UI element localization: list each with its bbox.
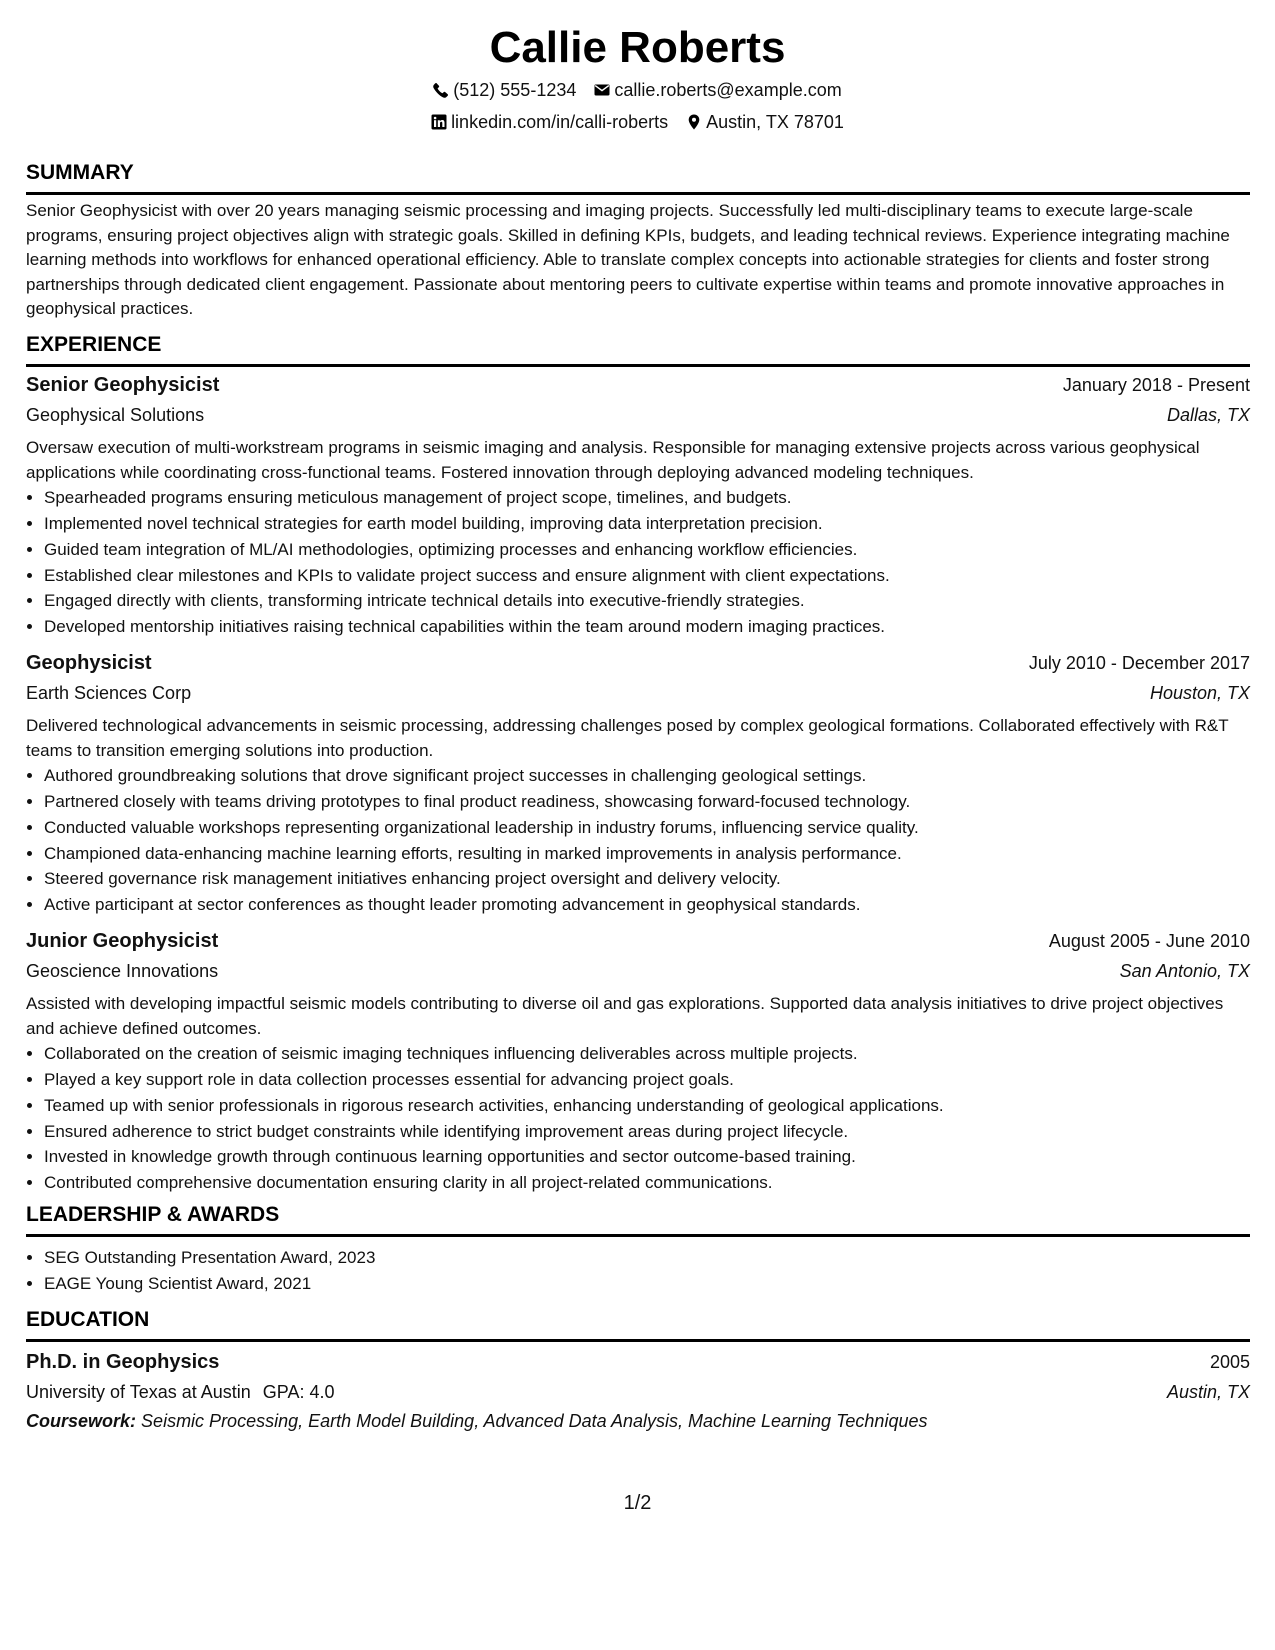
section-divider [26, 1339, 1250, 1342]
institution-location: Austin, TX [1166, 1382, 1250, 1402]
job-title: Junior Geophysicist [26, 929, 219, 952]
coursework-line [26, 1407, 1250, 1435]
envelope-icon [594, 82, 610, 98]
job-company-row [26, 956, 1250, 986]
contact-row-2 [0, 110, 1275, 134]
list-item: • Played a key support role in data collection processes essential for advancing project goals. [44, 1067, 1250, 1093]
list-item: • Spearheaded programs ensuring meticulous management of project scope, timelines, and budgets. [44, 485, 1250, 511]
summary-section [26, 160, 1250, 322]
job-company-row [26, 400, 1250, 430]
contact-location [686, 110, 844, 134]
job-dates: July 2010 - December 2017 [1028, 652, 1250, 673]
list-item: • Implemented novel technical strategies for earth model building, improving data interpretation precision. [44, 511, 1250, 537]
phone-text: (512) 555-1234 [453, 80, 577, 100]
list-item: • Established clear milestones and KPIs to validate project success and ensure alignment with client expectations. [44, 563, 1250, 589]
linkedin-icon [431, 114, 447, 130]
job-bullets [26, 485, 1250, 640]
list-item: • Teamed up with senior professionals in rigorous research activities, enhancing understanding of geological applications. [44, 1093, 1250, 1119]
section-divider [26, 192, 1250, 195]
institution-name: University of Texas at Austin [26, 1382, 251, 1402]
education-header-row [26, 1347, 1250, 1377]
location-text: Austin, TX 78701 [706, 112, 844, 132]
list-item: • SEG Outstanding Presentation Award, 2023 [44, 1245, 1250, 1271]
list-item: • Invested in knowledge growth through continuous learning opportunities and sector outcome-based training. [44, 1144, 1250, 1170]
list-item: • Conducted valuable workshops representing organizational leadership in industry forums, influencing service quality. [44, 815, 1250, 841]
job-entry [26, 648, 1250, 918]
summary-text: Senior Geophysicist with over 20 years managing seismic processing and imaging projects. Successfully led multi-disciplinary teams to execute large-scale programs, ensuring project objectives align with strategic goals. Skilled in defining KPIs, budgets, and leading technical reviews. Experience integrating machine learning methods into workflows for enhanced operational efficiency. Able to translate complex concepts into actionable strategies for clients and foster strong partnerships through dedicated client engagement. Passionate about mentoring peers to cultivate expertise within teams and promote innovative approaches in geophysical practices. [26, 201, 1230, 319]
coursework-list: Seismic Processing, Earth Model Building, Advanced Data Analysis, Machine Learning Techniques [141, 1411, 928, 1431]
education-section [26, 1307, 1250, 1435]
degree-title: Ph.D. in Geophysics [26, 1351, 220, 1373]
job-header-row [26, 648, 1250, 678]
list-item: • Developed mentorship initiatives raising technical capabilities within the team around modern imaging practices. [44, 614, 1250, 640]
map-pin-icon [686, 114, 702, 130]
education-institution-row [26, 1377, 1250, 1407]
list-item: • Championed data-enhancing machine learning efforts, resulting in marked improvements in analysis performance. [44, 841, 1250, 867]
list-item: • Guided team integration of ML/AI methodologies, optimizing processes and enhancing workflow efficiencies. [44, 537, 1250, 563]
job-dates: January 2018 - Present [1062, 375, 1250, 395]
job-location: Houston, TX [1149, 682, 1250, 703]
experience-section [26, 332, 1250, 1196]
job-header-row [26, 370, 1250, 400]
coursework-label: Coursework: [26, 1411, 137, 1431]
page-number: 1/2 [623, 1492, 652, 1514]
job-title: Senior Geophysicist [26, 374, 220, 396]
phone-icon [433, 82, 449, 98]
graduation-year: 2005 [1209, 1352, 1250, 1372]
job-title: Geophysicist [26, 651, 152, 674]
job-description: Assisted with developing impactful seismic models contributing to diverse oil and gas explorations. Supported data analysis initiatives to drive project objectives and achieve defined outcomes. [26, 993, 1224, 1038]
job-company: Earth Sciences Corp [26, 682, 192, 703]
section-divider [26, 1234, 1250, 1237]
list-item: • Collaborated on the creation of seismic imaging techniques influencing deliverables across multiple projects. [44, 1041, 1250, 1067]
list-item: • Partnered closely with teams driving prototypes to final product readiness, showcasing forward-focused technology. [44, 789, 1250, 815]
section-divider [26, 364, 1250, 367]
list-item: • Contributed comprehensive documentation ensuring clarity in all project-related communications. [44, 1170, 1250, 1196]
awards-list [26, 1245, 1250, 1297]
job-location: Dallas, TX [1166, 405, 1250, 425]
job-bullets [26, 763, 1250, 918]
list-item: • Engaged directly with clients, transforming intricate technical details into executive-friendly strategies. [44, 588, 1250, 614]
job-company-row [26, 678, 1250, 708]
list-item: • Ensured adherence to strict budget constraints while identifying improvement areas during project lifecycle. [44, 1119, 1250, 1145]
list-item: • EAGE Young Scientist Award, 2021 [44, 1271, 1250, 1297]
job-bullets [26, 1041, 1250, 1196]
contact-row-1 [0, 78, 1275, 102]
job-location: San Antonio, TX [1119, 960, 1250, 981]
section-title: EXPERIENCE [26, 333, 162, 356]
job-description: Delivered technological advancements in seismic processing, addressing challenges posed by complex geological formations. Collaborated effectively with R&T teams to transition emerging solutions into production. [26, 715, 1229, 760]
section-title: LEADERSHIP & AWARDS [26, 1203, 280, 1226]
contact-email[interactable] [594, 78, 841, 102]
list-item: • Steered governance risk management initiatives enhancing project oversight and delivery velocity. [44, 866, 1250, 892]
contact-phone [433, 78, 576, 102]
institution-info [26, 1377, 334, 1407]
resume-header [0, 20, 1275, 134]
linkedin-link[interactable]: linkedin.com/in/calli-roberts [451, 112, 669, 132]
job-company: Geoscience Innovations [26, 960, 219, 981]
job-description: Oversaw execution of multi-workstream programs in seismic imaging and analysis. Responsible for managing extensive projects across various geophysical applications while coordinating cross-functional teams. Fostered innovation through deploying advanced modeling techniques. [26, 438, 1200, 482]
list-item: • Authored groundbreaking solutions that drove significant project successes in challenging geological settings. [44, 763, 1250, 789]
section-title: SUMMARY [26, 161, 134, 184]
job-header-row [26, 926, 1250, 956]
awards-section [26, 1202, 1250, 1297]
job-entry [26, 370, 1250, 640]
job-company: Geophysical Solutions [26, 405, 205, 425]
email-link[interactable]: callie.roberts@example.com [614, 80, 842, 100]
gpa: GPA: 4.0 [262, 1382, 335, 1402]
job-dates: August 2005 - June 2010 [1048, 930, 1250, 951]
list-item: • Active participant at sector conferences as thought leader promoting advancement in geophysical standards. [44, 892, 1250, 918]
candidate-name: Callie Roberts [489, 23, 786, 72]
contact-linkedin[interactable] [431, 110, 668, 134]
section-title: EDUCATION [26, 1308, 150, 1331]
job-entry [26, 926, 1250, 1196]
